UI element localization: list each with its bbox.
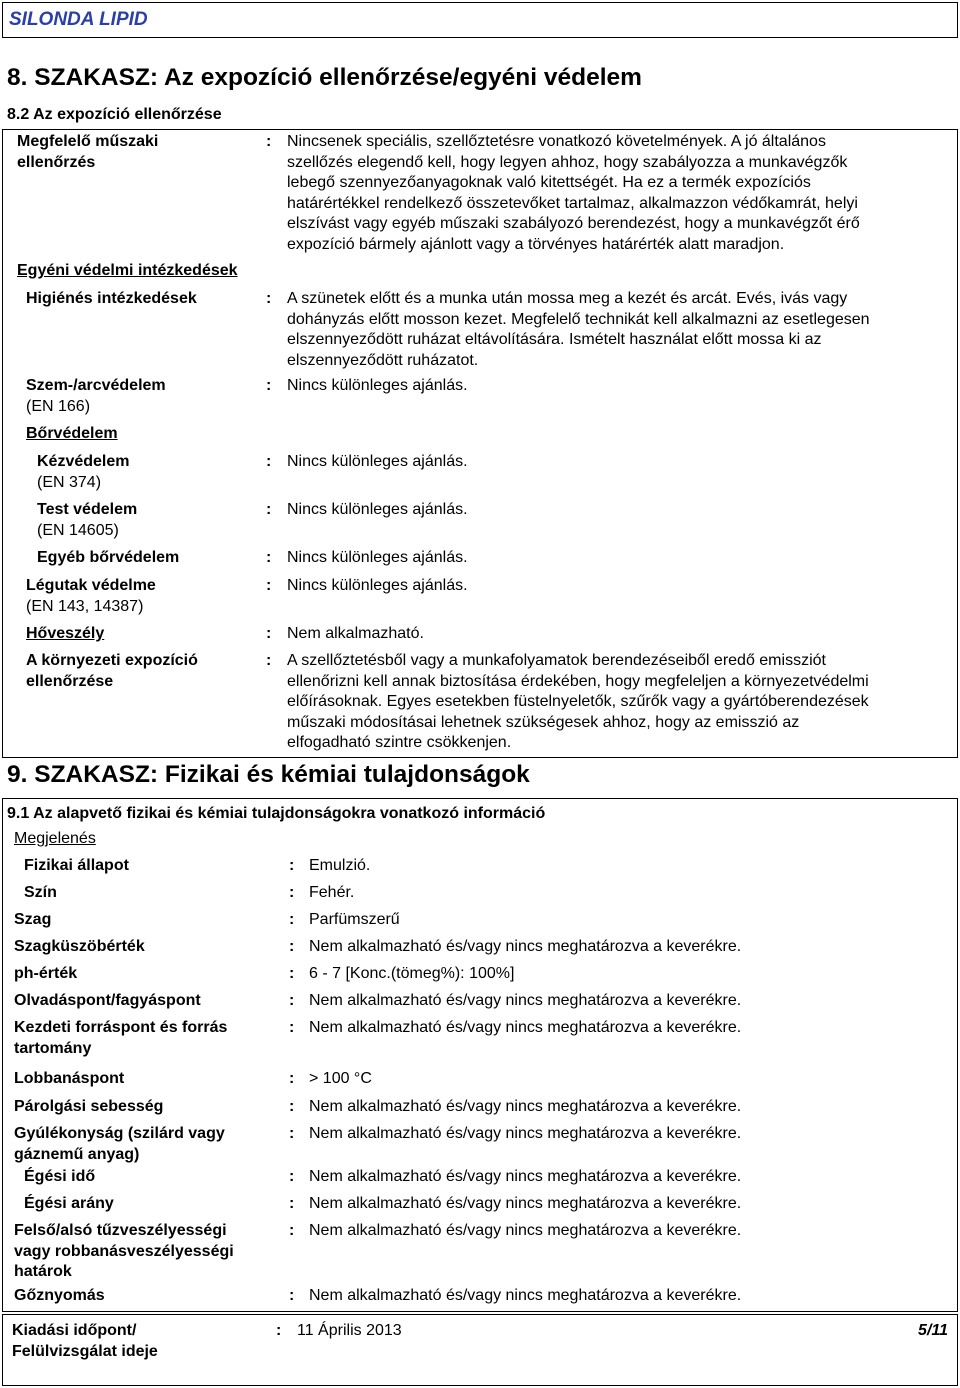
other-skin-value: Nincs különleges ajánlás. [287, 549, 468, 566]
property-value: Nem alkalmazható és/vagy nincs meghatározva a keverékre. [309, 1222, 742, 1239]
label-line: Olvadáspont/fagyáspont [14, 992, 201, 1009]
label-line: Fizikai állapot [24, 857, 129, 874]
colon: : [266, 453, 272, 470]
property-value: Nem alkalmazható és/vagy nincs meghatározva a keverékre. [309, 992, 742, 1009]
label-line: Párolgási sebesség [14, 1098, 164, 1115]
respiratory-value: Nincs különleges ajánlás. [287, 577, 468, 594]
property-value: 6 - 7 [Konc.(tömeg%): 100%] [309, 965, 515, 982]
colon: : [289, 1098, 295, 1115]
body-protection-label [37, 500, 137, 541]
label-line: (EN 143, 14387) [26, 597, 144, 615]
label-line: vagy robbanásveszélyességi [14, 1242, 234, 1260]
colon: : [289, 992, 295, 1009]
colon: : [289, 1195, 295, 1212]
property-label [14, 1286, 105, 1307]
hand-protection-label [37, 452, 130, 493]
colon: : [289, 884, 295, 901]
label-line: A környezeti expozíció [26, 652, 198, 669]
property-value: Fehér. [309, 884, 355, 901]
label-line: Kézvédelem [37, 453, 130, 470]
label-line: gáznemű anyag) [14, 1145, 140, 1163]
colon: : [266, 625, 272, 642]
label-line: tartomány [14, 1039, 92, 1057]
ppe-heading: Egyéni védelmi intézkedések [17, 262, 238, 279]
colon: : [266, 577, 272, 594]
colon: : [289, 1287, 295, 1304]
other-skin-label: Egyéb bőrvédelem [37, 549, 180, 566]
label-line: Lobbanáspont [14, 1070, 125, 1087]
property-label [14, 964, 77, 985]
text-line: elszennyeződött ruházat eltávolítására. Ismételt használat előtt mossa ki az [287, 331, 822, 348]
section-9-title: 9. SZAKASZ: Fizikai és kémiai tulajdonságok [7, 761, 530, 788]
eng-control-label-line: ellenőrzés [17, 153, 96, 171]
section-8-2-title: 8.2 Az expozíció ellenőrzése [7, 106, 222, 123]
colon: : [276, 1322, 282, 1339]
hygiene-label: Higiénés intézkedések [26, 290, 197, 307]
text-line: elszennyeződött ruházatot. [287, 351, 479, 369]
text-line: szellőzés elegendő kell, hogy legyen ahhoz, hogy szabályozza a munkavégzők [287, 153, 848, 171]
label-line: Gőznyomás [14, 1287, 105, 1304]
product-name: SILONDA LIPID [9, 9, 148, 30]
label-line: Szín [24, 884, 57, 901]
label-line: Szem-/arcvédelem [26, 377, 166, 394]
hand-protection-value: Nincs különleges ajánlás. [287, 453, 468, 470]
colon: : [289, 1125, 295, 1142]
colon: : [289, 1019, 295, 1036]
text-line: elszívást vagy egyéb műszaki szabályozó berendezést, hogy a munkavégzőt érő [287, 215, 860, 232]
colon: : [266, 133, 272, 150]
text-line: műszaki módosításai lehetnek szükségesek ahhoz, hogy az emisszió az [287, 713, 800, 731]
colon: : [289, 938, 295, 955]
label-line: Felső/alsó tűzveszélyességi [14, 1222, 227, 1239]
property-value: Nem alkalmazható és/vagy nincs meghatározva a keverékre. [309, 1168, 742, 1185]
property-value: Nem alkalmazható és/vagy nincs meghatározva a keverékre. [309, 1019, 742, 1036]
property-label [14, 991, 201, 1012]
property-value: Nem alkalmazható és/vagy nincs meghatározva a keverékre. [309, 1287, 742, 1304]
property-value: Nem alkalmazható és/vagy nincs meghatározva a keverékre. [309, 1098, 742, 1115]
property-label [14, 1069, 124, 1090]
label-line: (EN 374) [37, 473, 102, 491]
property-label [24, 883, 57, 904]
eye-protection-value: Nincs különleges ajánlás. [287, 377, 468, 394]
label-line: Gyúlékonyság (szilárd vagy [14, 1125, 225, 1142]
label-line: (EN 166) [26, 397, 91, 415]
colon: : [289, 1070, 295, 1087]
skin-protection-heading: Bőrvédelem [26, 425, 118, 442]
text-line: expozíció bármely ajánlott vagy a törvényes határérték alatt maradjon. [287, 235, 785, 253]
colon: : [289, 911, 295, 928]
property-value: > 100 °C [309, 1070, 372, 1087]
text-line: Nincsenek speciális, szellőztetésre vonatkozó követelmények. A jó általános [287, 133, 826, 150]
issue-date-value: 11 Április 2013 [297, 1322, 402, 1339]
colon: : [289, 1222, 295, 1239]
text-line: határértékkel rendelkező összetevőket tartalmaz, alkalmazzon védőkamrát, helyi [287, 194, 858, 212]
body-protection-value: Nincs különleges ajánlás. [287, 501, 468, 518]
text-line: elfogadható szintre csökkenjen. [287, 734, 512, 751]
respiratory-label [26, 576, 156, 617]
property-label [14, 1124, 225, 1165]
label-line: határok [14, 1263, 72, 1280]
colon: : [266, 377, 272, 394]
text-line: lebegő szennyezőanyagoknak való kitettségét. Ha ez a termék expozíciós [287, 174, 811, 191]
eng-control-value [287, 132, 952, 255]
property-label [14, 1097, 163, 1118]
property-label [14, 937, 145, 958]
label-line: Égési idő [24, 1168, 96, 1185]
eng-control-label [17, 132, 158, 173]
property-label [24, 1194, 114, 1215]
text-line: A szellőztetésből vagy a munkafolyamatok berendezéseiből eredő emissziót [287, 652, 826, 669]
property-value: Emulzió. [309, 857, 371, 874]
property-label [24, 856, 129, 877]
property-value: Nem alkalmazható és/vagy nincs meghatározva a keverékre. [309, 938, 742, 955]
colon: : [266, 501, 272, 518]
label-line: Test védelem [37, 501, 138, 518]
colon: : [266, 290, 272, 307]
label-line: Szagküszöbérték [14, 938, 145, 955]
hygiene-value [287, 289, 952, 371]
label-line: Kezdeti forráspont és forrás [14, 1019, 228, 1036]
label-line: (EN 14605) [37, 521, 119, 539]
label-line: ellenőrzése [26, 672, 114, 690]
colon: : [289, 857, 295, 874]
colon: : [289, 965, 295, 982]
text-line: A szünetek előtt és a munka után mossa meg a kezét és arcát. Evés, ivás vagy [287, 290, 848, 307]
section-9-1-title: 9.1 Az alapvető fizikai és kémiai tulajdonságokra vonatkozó információ [7, 805, 546, 822]
eye-protection-label [26, 376, 166, 417]
property-label [14, 910, 51, 931]
section-8-title: 8. SZAKASZ: Az expozíció ellenőrzése/egyéni védelem [7, 64, 642, 91]
colon: : [289, 1168, 295, 1185]
appearance-heading: Megjelenés [14, 830, 96, 847]
text-line: ellenőrizni kell annak biztosítása érdekében, hogy megfeleljen a környezetvédelmi [287, 672, 869, 690]
text-line: előírásoknak. Egyes esetekben füstelnyeletők, szűrők vagy a gyártóberendezések [287, 693, 869, 710]
property-value: Nem alkalmazható és/vagy nincs meghatározva a keverékre. [309, 1195, 742, 1212]
thermal-hazard-value: Nem alkalmazható. [287, 625, 424, 642]
issue-date-label [12, 1321, 158, 1362]
property-label [24, 1167, 95, 1188]
env-control-label [26, 651, 198, 692]
label-line: Szag [14, 911, 52, 928]
label-line: Kiadási időpont/ [12, 1322, 137, 1339]
property-value: Nem alkalmazható és/vagy nincs meghatározva a keverékre. [309, 1125, 742, 1142]
eng-control-label-line: Megfelelő műszaki [17, 133, 159, 150]
text-line: dohányzás előtt mosson kezet. Megfelelő technikát kell alkalmazni az esetlegesen [287, 310, 870, 328]
product-header [2, 2, 958, 38]
thermal-hazard-label: Hőveszély [26, 625, 105, 642]
env-control-value [287, 651, 952, 754]
property-value: Parfümszerű [309, 911, 400, 928]
label-line: Égési arány [24, 1195, 114, 1212]
page-number: 5/11 [918, 1322, 948, 1339]
label-line: Felülvizsgálat ideje [12, 1342, 158, 1360]
property-label [14, 1018, 227, 1059]
colon: : [266, 549, 272, 566]
label-line: ph-érték [14, 965, 78, 982]
label-line: Légutak védelme [26, 577, 156, 594]
property-label [14, 1221, 234, 1283]
colon: : [266, 652, 272, 669]
